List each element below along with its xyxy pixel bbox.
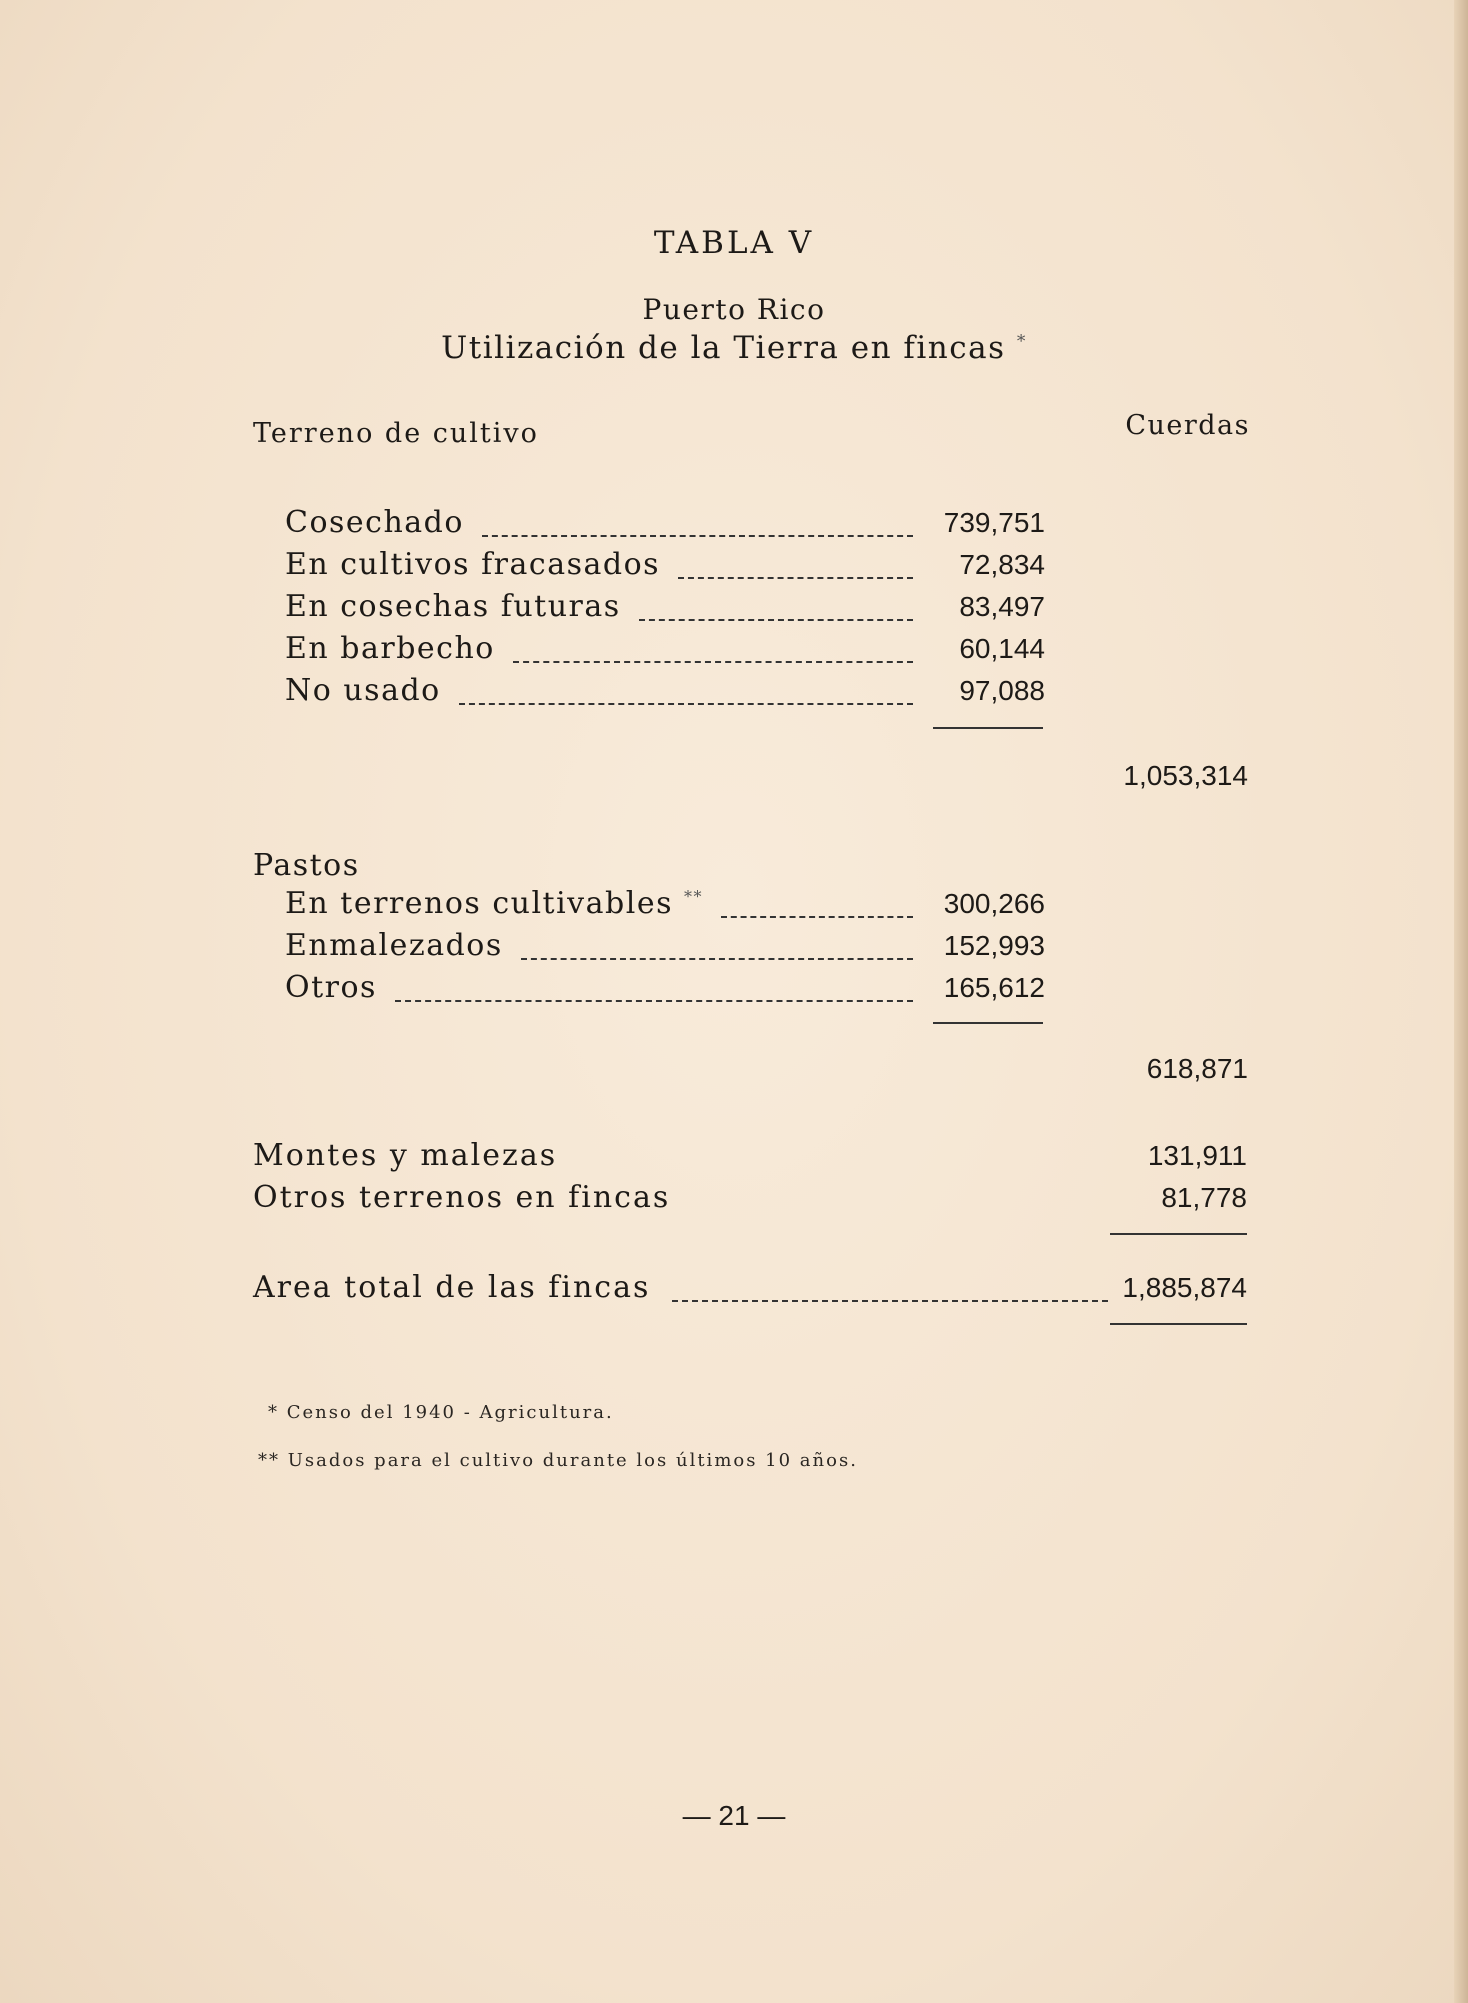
row-label: Otros terrenos en fincas (253, 1180, 671, 1215)
table-row (253, 1138, 1247, 1178)
sum-rule (1110, 1233, 1247, 1235)
row-label-text: En terrenos cultivables (285, 886, 673, 921)
row-label: Enmalezados (285, 928, 503, 963)
row-value: 300,266 (943, 888, 1045, 919)
leader-dots (672, 1300, 1108, 1302)
sum-rule (933, 727, 1043, 729)
leader-dots (721, 916, 913, 918)
leader-dots (395, 1000, 913, 1002)
table-row (285, 505, 1045, 545)
table-row (285, 970, 1045, 1010)
total-row (253, 1270, 1247, 1310)
table-row (253, 1180, 1247, 1220)
row-value: 152,993 (943, 930, 1045, 961)
total-label: Area total de las fincas (253, 1270, 651, 1305)
leader-dots (482, 535, 913, 537)
row-value: 739,751 (943, 507, 1045, 538)
row-value: 97,088 (959, 675, 1045, 706)
table-subtitle (0, 330, 1468, 366)
row-label: Montes y malezas (253, 1138, 558, 1173)
row-value: 72,834 (959, 549, 1045, 580)
table-row (285, 589, 1045, 629)
row-label (285, 886, 703, 921)
table-row (285, 673, 1045, 713)
row-label: Cosechado (285, 505, 464, 540)
section-heading-pastos: Pastos (253, 848, 360, 883)
leader-dots (459, 703, 913, 705)
table-row (285, 886, 1045, 926)
subtitle-footnote-mark: * (1016, 331, 1027, 352)
subtotal-cultivo: 1,053,314 (1123, 760, 1248, 791)
section-heading-cultivo: Terreno de cultivo (253, 418, 539, 449)
row-value: 131,911 (1147, 1140, 1247, 1171)
row-value: 165,612 (943, 972, 1045, 1003)
row-label: En cultivos fracasados (285, 547, 661, 582)
total-rule (1110, 1323, 1247, 1325)
table-row (285, 928, 1045, 968)
row-value: 81,778 (1161, 1182, 1247, 1213)
row-value: 60,144 (959, 633, 1045, 664)
row-label: En barbecho (285, 631, 495, 666)
page-number: — 21 — (682, 1800, 786, 1831)
leader-dots (521, 958, 913, 960)
table-subtitle-place: Puerto Rico (642, 293, 826, 326)
column-header-cuerdas: Cuerdas (1125, 410, 1250, 441)
table-row (285, 631, 1045, 671)
footnote-mark: ** (684, 887, 704, 906)
subtitle-text: Utilización de la Tierra en fincas (441, 330, 1006, 366)
leader-dots (639, 619, 913, 621)
leader-dots (513, 661, 913, 663)
row-value: 83,497 (959, 591, 1045, 622)
row-label: No usado (285, 673, 441, 708)
subtotal-pastos: 618,871 (1146, 1053, 1248, 1084)
sum-rule (933, 1022, 1043, 1024)
table-row (285, 547, 1045, 587)
table-title: TABLA V (653, 225, 815, 261)
footnote-2: ** Usados para el cultivo durante los últimos 10 años. (258, 1450, 858, 1471)
row-label: En cosechas futuras (285, 589, 621, 624)
row-label: Otros (285, 970, 377, 1005)
leader-dots (678, 577, 913, 579)
total-value: 1,885,874 (1122, 1272, 1247, 1303)
footnote-1: * Censo del 1940 - Agricultura. (268, 1402, 614, 1423)
